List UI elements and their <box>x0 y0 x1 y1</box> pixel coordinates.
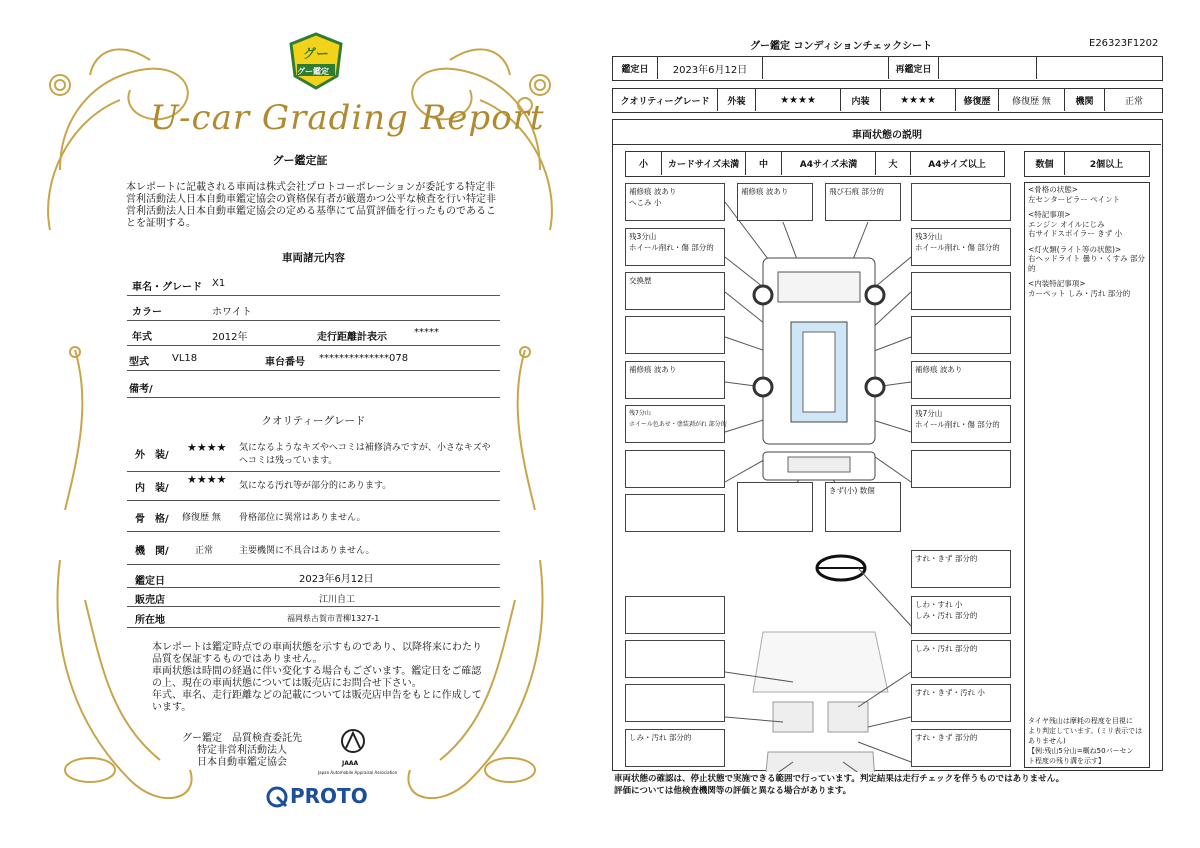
note-rear <box>825 482 901 532</box>
engine-label: 機 関/ <box>135 546 169 557</box>
mileage-label: 走行距離計表示 <box>317 332 387 343</box>
qg-label: クオリティーグレード <box>613 89 718 111</box>
ext-stars: ★★★★ <box>756 89 841 111</box>
note-seat-3 <box>911 684 1011 722</box>
side-note-line: 右サイドスポイラー きず 小 <box>1028 229 1123 238</box>
info-row-location <box>127 608 500 628</box>
side-note-line: <内装特記事項> <box>1028 279 1086 288</box>
note-front-center <box>737 183 813 221</box>
remarks-label: 備考/ <box>129 384 153 395</box>
engine-value: 正常 <box>195 546 214 556</box>
engine-value: 正常 <box>1124 96 1143 107</box>
jaaa-logo-icon <box>340 728 366 758</box>
count-desc: 2個以上 <box>1089 160 1124 170</box>
tire-note-line: ト程度の残り溝を示す】 <box>1028 757 1105 765</box>
redate-blank <box>1037 57 1163 79</box>
note-blank <box>737 482 813 532</box>
note-text: 補修痕 波あり <box>741 187 789 196</box>
note-text: すれ・きず 部分的 <box>915 733 978 742</box>
note-text: 補修痕 波あり <box>915 365 963 374</box>
tire-note-line: タイヤ残山は摩耗の程度を目視に <box>1028 717 1133 725</box>
note-text: 残7分山 ホイール色あせ・塗装剥がれ 部分的 <box>629 410 727 428</box>
side-note-line: 右ヘッドライト 曇り・くすみ 部分的 <box>1028 254 1146 273</box>
footer-line-3: 年式、車名、走行距離などの記載については販売店申告をもとに作成しています。 <box>152 690 482 713</box>
mid-desc: A4サイズ未満 <box>782 152 876 175</box>
info-row-date <box>127 566 500 588</box>
note-blank <box>625 494 725 532</box>
tire-note-line: ありません) <box>1028 737 1066 745</box>
proto-logo-text: PROTO <box>290 784 368 808</box>
jaaa-sub: Japan Automobile Appraisal Association <box>318 770 398 775</box>
quality-heading: クオリティーグレード <box>261 415 366 427</box>
spec-row-name <box>127 272 500 296</box>
redate-value <box>939 57 1037 79</box>
model-label: 型式 <box>129 357 149 368</box>
note-right-1 <box>911 228 1011 266</box>
note-text: 残3分山 ホイール削れ・傷 部分的 <box>629 232 714 252</box>
spec-row-model <box>127 347 500 371</box>
note-left-1 <box>625 228 725 266</box>
large-desc: A4サイズ以上 <box>928 160 986 170</box>
note-text: 飛び石痕 部分的 <box>829 187 884 196</box>
organization-block <box>172 733 312 769</box>
report-title: U-car Grading Report <box>150 98 545 138</box>
exterior-stars: ★★★★ <box>187 441 227 454</box>
org-line-3: 日本自動車鑑定協会 <box>197 757 287 768</box>
name-value: X1 <box>212 278 226 289</box>
grade-row-frame <box>127 502 500 532</box>
mid-label: 中 <box>746 152 782 175</box>
date-label: 鑑定日 <box>135 576 165 587</box>
proto-logo-icon <box>266 786 288 808</box>
side-note-line: <骨格の状態> <box>1028 185 1079 194</box>
color-value: ホワイト <box>212 307 252 318</box>
tire-note <box>1028 716 1142 766</box>
repair-label: 修復歴 <box>956 89 999 111</box>
chassis-value: **************078 <box>319 353 409 364</box>
note-blank <box>911 272 1011 310</box>
note-text: しわ・すれ 小 しみ・汚れ 部分的 <box>915 600 978 620</box>
note-blank <box>911 450 1011 488</box>
note-seat-4 <box>911 729 1011 767</box>
grade-row-engine <box>127 533 500 565</box>
spec-row-color <box>127 297 500 321</box>
grade-row-interior <box>127 473 500 501</box>
cond-heading: 車両状態の説明 <box>852 130 922 141</box>
sheet-title: グー鑑定 コンディションチェックシート <box>750 41 933 52</box>
ext-label: 外装 <box>718 89 756 111</box>
note-text: しみ・汚れ 部分的 <box>629 733 692 742</box>
spec-row-remarks <box>127 372 500 398</box>
note-left-4 <box>625 361 725 399</box>
note-floor <box>625 729 725 767</box>
note-front-left <box>625 183 725 221</box>
note-right-5 <box>911 405 1011 443</box>
frame-value: 修復歴 無 <box>182 513 221 523</box>
org-line-2: 特定非営利活動法人 <box>197 745 287 756</box>
org-line-1: グー鑑定 品質検査委託先 <box>182 733 302 744</box>
note-text: 残7分山 ホイール削れ・傷 部分的 <box>915 409 1000 429</box>
footer-line-1: 本レポートは鑑定時点での車両状態を示すものであり、以降将来にわたり品質を保証するものではありません。 <box>152 642 482 665</box>
redate-label: 再鑑定日 <box>889 57 939 79</box>
small-label: 小 <box>626 152 662 175</box>
note-blank <box>911 183 1011 221</box>
exterior-text-1: 気になるようなキズやヘコミは補修済みですが、小さなキズや <box>239 443 491 453</box>
heading-divider <box>613 144 1161 145</box>
sheet-code: E26323F1202 <box>1089 38 1159 49</box>
note-blank <box>625 450 725 488</box>
small-desc: カードサイズ未満 <box>662 152 746 175</box>
year-value: 2012年 <box>212 332 248 343</box>
size-legend <box>625 151 1005 177</box>
exterior-text-2: ヘコミは残っています。 <box>239 456 338 466</box>
date-value: 2023年6月12日 <box>658 57 763 79</box>
note-blank <box>625 640 725 678</box>
footer-line-2: 車両状態は時間の経過に伴い変化する場合もございます。鑑定日をご確認の上、現在の車両状態については販売店にお問合せ下さい。 <box>152 666 482 689</box>
jaaa-label: JAAA <box>342 760 359 767</box>
int-label: 内装 <box>841 89 881 111</box>
note-seat-1 <box>911 596 1011 634</box>
date-row <box>612 56 1163 81</box>
interior-stars: ★★★★ <box>187 473 227 486</box>
sheet-footer-1: 車両状態の確認は、停止状態で実施できる範囲で行っています。判定結果は走行チェックを伴うものではありません。 <box>614 774 1065 784</box>
count-label: 数個 <box>1025 152 1065 175</box>
note-text: 補修痕 波あり <box>629 365 677 374</box>
side-note-line: <灯火類(ライト等の状態)> <box>1028 244 1122 254</box>
side-note-line: カーペット しみ・汚れ 部分的 <box>1028 288 1131 298</box>
note-left-2 <box>625 272 725 310</box>
tire-note-line: 【例:残山5分山=概ね50パーセン <box>1028 747 1134 755</box>
sheet-footer-2: 評価については他検査機関等の評価と異なる場合があります。 <box>614 786 852 796</box>
note-steering <box>911 550 1011 588</box>
chassis-label: 車台番号 <box>265 357 305 368</box>
note-blank <box>625 596 725 634</box>
side-note-line: 左センターピラー ペイント <box>1028 194 1121 204</box>
note-right-4 <box>911 361 1011 399</box>
note-text: すれ・きず 部分的 <box>915 554 978 563</box>
shop-label: 販売店 <box>135 595 165 606</box>
exterior-label: 外 装/ <box>135 450 169 461</box>
note-blank <box>625 684 725 722</box>
repair-value: 修復歴 無 <box>999 89 1065 111</box>
date-value: 2023年6月12日 <box>299 574 374 585</box>
note-seat-2 <box>911 640 1011 678</box>
count-legend <box>1024 151 1150 177</box>
interior-label: 内 装/ <box>135 483 169 494</box>
note-text: きず(小) 数個 <box>829 486 875 495</box>
year-label: 年式 <box>132 332 152 343</box>
note-blank <box>911 316 1011 354</box>
color-label: カラー <box>132 307 162 318</box>
shop-value: 江川自工 <box>319 595 356 605</box>
badge-label: グー鑑定 <box>297 67 329 76</box>
spec-row-year <box>127 322 500 346</box>
side-note-line: <特記事項> <box>1028 210 1071 219</box>
tire-note-line: より判定しています。(ミリ表示では <box>1028 727 1143 735</box>
note-text: すれ・きず・汚れ 小 <box>915 688 985 697</box>
condition-check-sheet <box>600 0 1200 848</box>
side-note-line: エンジン オイルにじみ <box>1028 219 1105 229</box>
note-blank <box>625 316 725 354</box>
info-row-shop <box>127 589 500 607</box>
note-text: 交換歴 <box>629 276 652 285</box>
frame-label: 骨 格/ <box>135 514 169 525</box>
model-value: VL18 <box>172 353 198 364</box>
date-blank <box>763 57 889 79</box>
grade-row-exterior <box>127 432 500 472</box>
goo-kantei-badge-icon <box>287 32 345 90</box>
intro-text: 本レポートに記載される車両は株式会社プロトコーポレーションが委託する特定非営利活動法人日本自動車鑑定協会の資格保有者が厳選かつ公平な検査を行い特定非営利活動法人日本自動車鑑定協会の定める基準にて品質評価を行ったものであることを証明する。 <box>126 182 496 229</box>
note-text: 補修痕 波あり へこみ 小 <box>629 187 677 207</box>
condition-panel <box>612 119 1163 771</box>
note-text: しみ・汚れ 部分的 <box>915 644 978 653</box>
engine-text: 主要機関に不具合はありません。 <box>239 546 375 556</box>
location-value: 福岡県古賀市青柳1327-1 <box>287 614 380 623</box>
svg-text:グー: グー <box>302 47 330 62</box>
int-stars: ★★★★ <box>881 89 956 111</box>
location-label: 所在地 <box>135 615 165 626</box>
large-label: 大 <box>876 152 911 175</box>
date-label: 鑑定日 <box>613 57 658 79</box>
frame-text: 骨格部位に異常はありません。 <box>239 513 366 523</box>
specs-heading: 車両諸元内容 <box>282 252 345 264</box>
note-text: 残3分山 ホイール削れ・傷 部分的 <box>915 232 1000 252</box>
note-left-5 <box>625 405 725 443</box>
certificate-subtitle: グー鑑定証 <box>272 154 328 167</box>
note-front-right <box>825 183 901 221</box>
engine-label: 機関 <box>1065 89 1105 111</box>
certificate-footer <box>152 642 482 714</box>
quality-row <box>612 88 1163 113</box>
side-notes-box <box>1024 182 1150 768</box>
mileage-value: ***** <box>414 327 439 338</box>
name-label: 車名・グレード <box>132 282 202 293</box>
interior-text: 気になる汚れ等が部分的にあります。 <box>239 481 392 491</box>
